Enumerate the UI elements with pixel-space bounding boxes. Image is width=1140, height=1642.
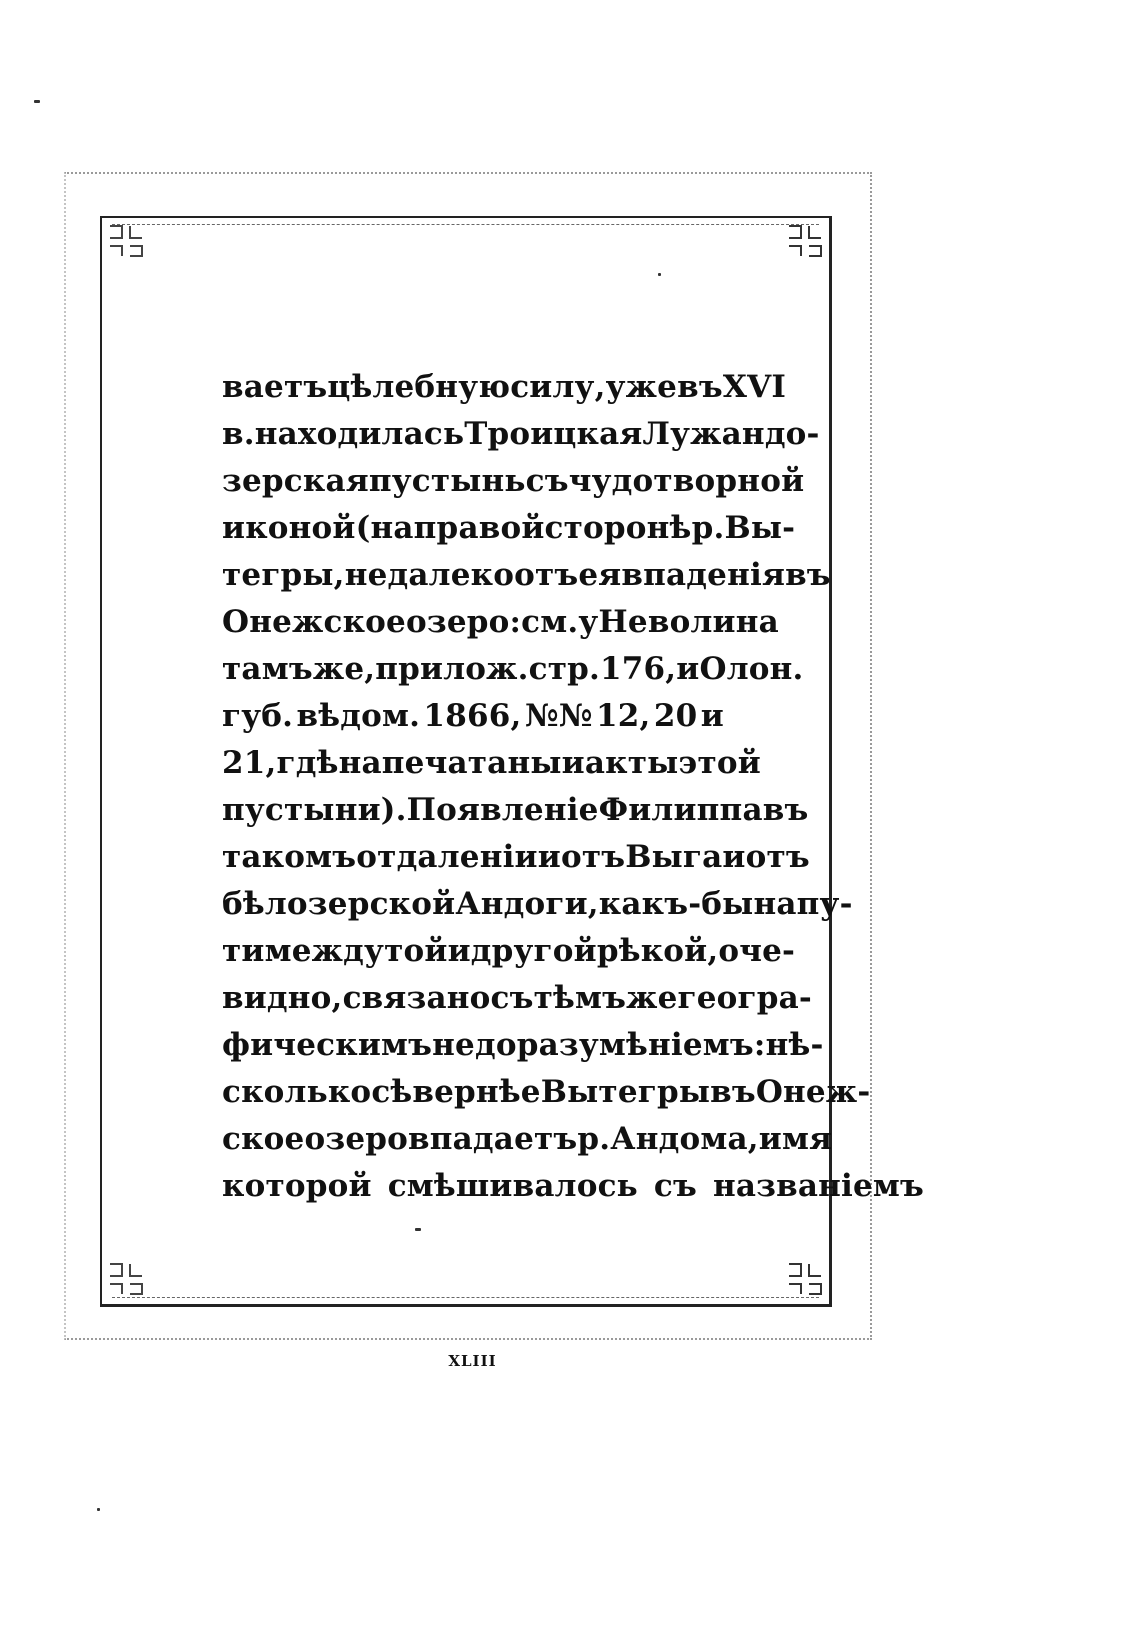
text-line: зерская пустынь съ чудотворной <box>222 463 805 499</box>
page-number: XLIII <box>448 1352 497 1370</box>
speck <box>34 100 40 103</box>
text-line: которой смѣшивалось съ названіемъ <box>222 1168 925 1204</box>
speck <box>658 273 661 276</box>
text-line: ское озеро впадаетъ р. Андома, имя <box>222 1121 833 1157</box>
text-line: в. находилась Троицкая Лужандо- <box>222 416 820 452</box>
text-line: ти между той и другой рѣкой, оче- <box>222 933 796 969</box>
text-line: видно, связано съ тѣмъ же геогра- <box>222 980 812 1016</box>
text-line: сколько сѣвернѣе Вытегры въ Онеж- <box>222 1074 871 1110</box>
corner-ornament-bottom-left-icon <box>106 1258 146 1298</box>
text-line: бѣлозерской Андоги, какъ-бы на пу- <box>222 886 853 922</box>
text-line: иконой (на правой сторонѣ р. Вы- <box>222 510 796 546</box>
text-line: фическимъ недоразумѣніемъ: нѣ- <box>222 1027 824 1063</box>
corner-ornament-top-right-icon <box>785 220 825 260</box>
speck <box>97 1508 100 1511</box>
speck <box>415 1228 421 1231</box>
text-line: губ. вѣдом. 1866, №№ 12, 20 и <box>222 698 724 734</box>
text-line: такомъ отдаленіи и отъ Выга и отъ <box>222 839 810 875</box>
corner-ornament-bottom-right-icon <box>785 1258 825 1298</box>
text-line: тегры, недалеко отъ ея впаденія въ <box>222 557 831 593</box>
text-line: 21, гдѣ напечатаны и акты этой <box>222 745 761 781</box>
text-line: пустыни). Появленіе Филиппа въ <box>222 792 809 828</box>
text-line: Онежское озеро: см. у Неволина <box>222 604 779 640</box>
body-text <box>222 364 925 1210</box>
corner-ornament-top-left-icon <box>106 220 146 260</box>
text-line: ваетъ цѣлебную силу, уже въ XVI <box>222 369 787 405</box>
text-line: тамъ же, прилож. стр. 176, и Олон. <box>222 651 804 687</box>
